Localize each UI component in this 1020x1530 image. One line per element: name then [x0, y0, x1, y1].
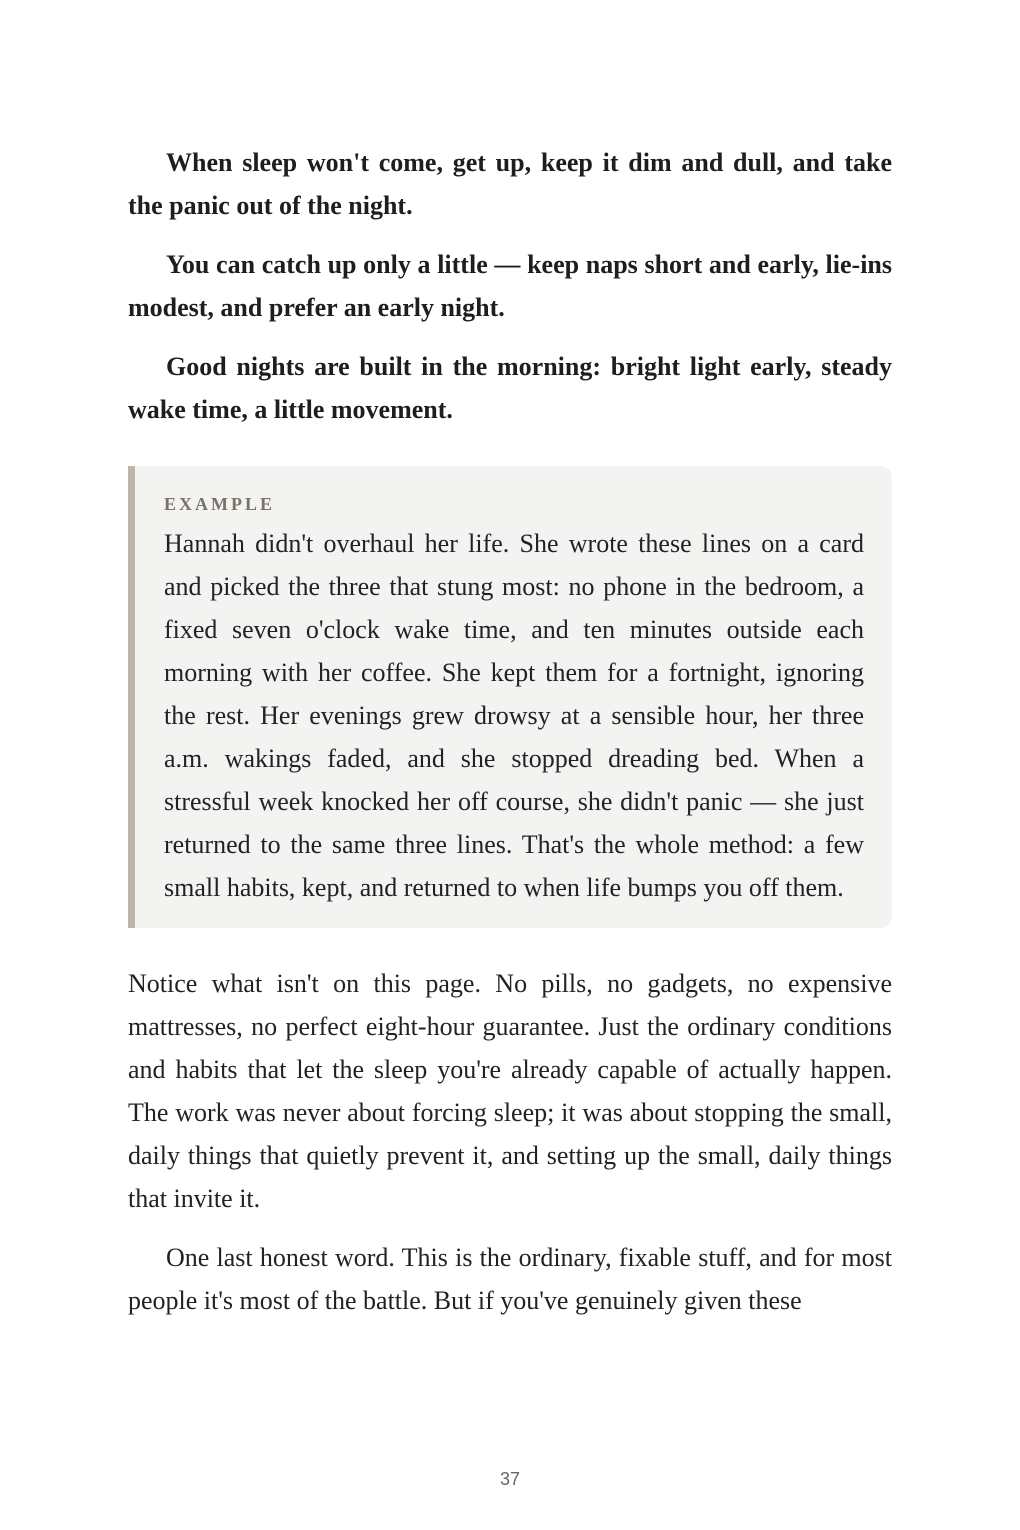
page-number: 37 [499, 1469, 521, 1489]
example-callout [128, 466, 892, 928]
example-label: EXAMPLE [164, 494, 275, 514]
example-text: Hannah didn't overhaul her life. She wrote these lines on a card and picked the three that stung most: no phone in the bedroom, a fixed seven o'clock wake time, and ten minutes outside each morning with her coffee. She kept them for a fortnight, ignoring the rest. Her evenings grew drowsy at a sensible hour, her three a.m. wakings faded, and she stopped dreading bed. When a stressful week knocked her off course, she didn't panic — she just returned to the same three lines. That's the whole method: a few small habits, kept, and returned to when life bumps you off them. [164, 529, 864, 902]
summary-point: When sleep won't come, get up, keep it dim and dull, and take the panic out of the night. [128, 148, 892, 220]
page-content [128, 141, 892, 1338]
summary-point: Good nights are built in the morning: bright light early, steady wake time, a little movement. [128, 352, 892, 424]
summary-point: You can catch up only a little — keep naps short and early, lie-ins modest, and prefer an early night. [128, 250, 892, 322]
body-paragraph: One last honest word. This is the ordinary, fixable stuff, and for most people it's most of the battle. But if you've genuinely given these [128, 1243, 892, 1315]
body-paragraph: Notice what isn't on this page. No pills, no gadgets, no expensive mattresses, no perfect eight-hour guarantee. Just the ordinary conditions and habits that let the sleep you're already capable of actually happen. The work was never about forcing sleep; it was about stopping the small, daily things that quietly prevent it, and setting up the small, daily things that invite it. [128, 969, 892, 1213]
